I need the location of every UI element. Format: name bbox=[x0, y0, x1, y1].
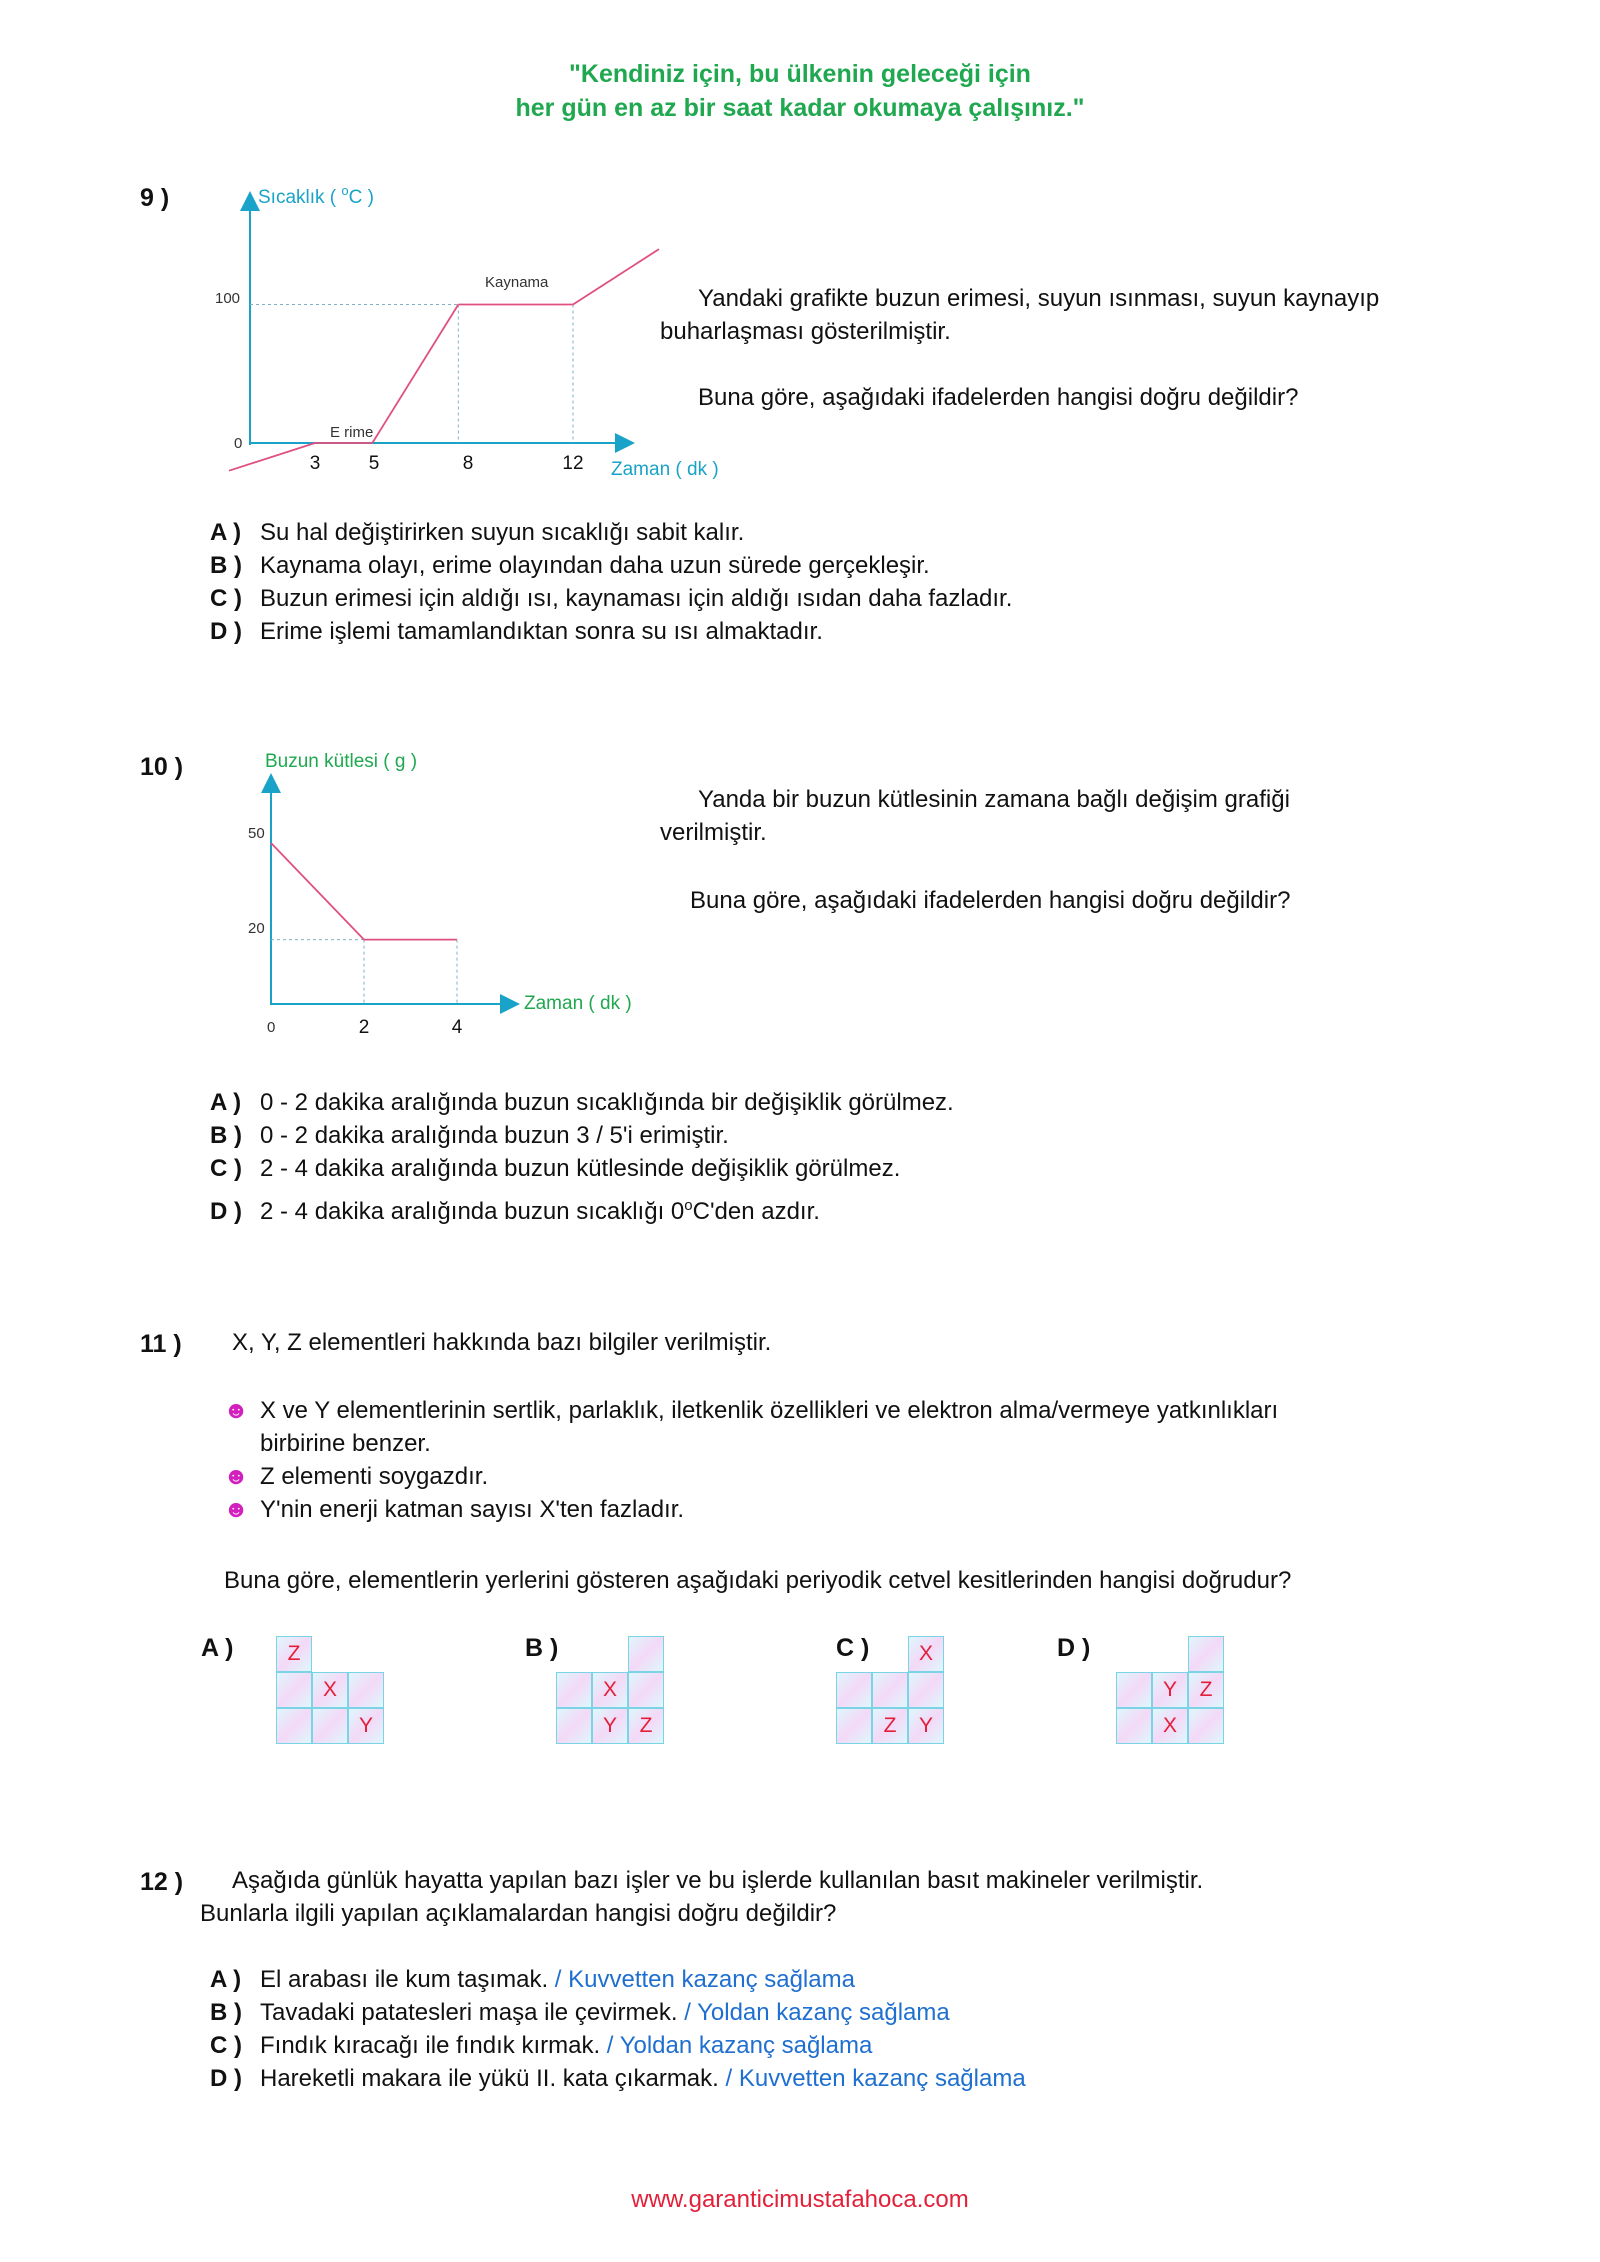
q11-option-b-table[interactable] bbox=[556, 1636, 668, 1748]
element-x-label: X bbox=[918, 1642, 933, 1665]
question-9-number: 9 ) bbox=[140, 184, 170, 212]
q11-option-b-label[interactable]: B ) bbox=[525, 1634, 559, 1662]
q9-y-axis-label: Sıcaklık ( $^o$C ) bbox=[258, 183, 374, 208]
q11-option-a-label[interactable]: A ) bbox=[201, 1634, 234, 1662]
q11-option-c-label[interactable]: C ) bbox=[836, 1634, 870, 1662]
q10-options bbox=[210, 1086, 954, 1228]
element-z-label: Z bbox=[1199, 1678, 1213, 1701]
q11-bullet-1: ☻ X ve Y elementlerinin sertlik, parlaklık, iletkenlik özellikleri ve elektron alma/vermeye yatkınlıkları bbox=[212, 1394, 1512, 1427]
q9-annotation-kaynama: Kaynama bbox=[485, 274, 549, 291]
smiley-icon: ☻ bbox=[223, 1397, 249, 1424]
q9-x-tick-12: 12 bbox=[562, 453, 584, 474]
element-y-label: Y bbox=[918, 1714, 933, 1737]
q10-option-d[interactable]: D ) 2 - 4 dakika aralığında buzun sıcaklığı 0$^o$C'den azdır. bbox=[210, 1197, 820, 1225]
element-z-label: Z bbox=[639, 1714, 653, 1737]
q9-option-a[interactable]: A ) Su hal değiştirirken suyun sıcaklığı sabit kalır. bbox=[210, 519, 745, 546]
q11-option-a-table[interactable] bbox=[276, 1636, 388, 1748]
element-y-label: Y bbox=[358, 1714, 373, 1737]
q12-intro-1: Aşağıda günlük hayatta yapılan bazı işler ve bu işlerde kullanılan basıt makineler verilmiştir. bbox=[232, 1867, 1204, 1894]
q10-x-tick-2: 2 bbox=[358, 1017, 370, 1038]
element-y-label: Y bbox=[602, 1714, 617, 1737]
q10-option-a[interactable]: A ) 0 - 2 dakika aralığında buzun sıcaklığında bir değişiklik görülmez. bbox=[210, 1089, 954, 1116]
q9-line-segment-3 bbox=[372, 305, 458, 444]
q10-y-axis-label: Buzun kütlesi ( g ) bbox=[265, 751, 418, 772]
q11-bullets bbox=[212, 1394, 1512, 1526]
q10-y-tick-20: 20 bbox=[248, 920, 265, 937]
q10-x-tick-0: 0 bbox=[267, 1019, 276, 1036]
q11-bullet-1-cont: birbirine benzer. bbox=[260, 1430, 431, 1457]
q11-bullet-3: ☻ Y'nin enerji katman sayısı X'ten fazladır. bbox=[212, 1493, 1512, 1526]
smiley-icon: ☻ bbox=[223, 1463, 249, 1490]
q9-y-tick-0: 0 bbox=[234, 435, 243, 452]
element-y-label: Y bbox=[1162, 1678, 1177, 1701]
q9-options bbox=[210, 516, 1012, 648]
q9-option-b[interactable]: B ) Kaynama olayı, erime olayından daha uzun sürede gerçekleşir. bbox=[210, 552, 930, 579]
q12-option-b[interactable]: B ) Tavadaki patatesleri maşa ile çevirmek. / Yoldan kazanç sağlama bbox=[210, 1999, 950, 2026]
q10-x-tick-4: 4 bbox=[451, 1017, 463, 1038]
motto-line-1: "Kendiniz için, bu ülkenin geleceği için bbox=[569, 60, 1031, 88]
q11-option-d-table[interactable] bbox=[1116, 1636, 1228, 1748]
q10-chart bbox=[240, 745, 680, 1045]
motto-line-2: her gün en az bir saat kadar okumaya çalışınız." bbox=[515, 94, 1085, 122]
q9-x-tick-5: 5 bbox=[368, 453, 380, 474]
q10-y-tick-50: 50 bbox=[248, 825, 265, 842]
q9-x-tick-3: 3 bbox=[309, 453, 321, 474]
q10-text-1: Yanda bir buzun kütlesinin zamana bağlı değişim grafiği verilmiştir. bbox=[660, 786, 1290, 846]
element-x-label: X bbox=[602, 1678, 617, 1701]
q10-option-c[interactable]: C ) 2 - 4 dakika aralığında buzun kütlesinde değişiklik görülmez. bbox=[210, 1155, 901, 1182]
element-x-label: X bbox=[1162, 1714, 1177, 1737]
q9-x-tick-8: 8 bbox=[462, 453, 474, 474]
element-x-label: X bbox=[322, 1678, 337, 1701]
q11-question: Buna göre, elementlerin yerlerini gösteren aşağıdaki periyodik cetvel kesitlerinden hangisi doğrudur? bbox=[224, 1567, 1292, 1594]
q9-text-1: Yandaki grafikte buzun erimesi, suyun ısınması, suyun kaynayıp buharlaşması gösterilmiştir. bbox=[660, 285, 1380, 345]
q9-x-axis-label: Zaman ( dk ) bbox=[611, 459, 719, 480]
footer-url[interactable]: www.garanticimustafahoca.com bbox=[631, 2186, 969, 2213]
question-12-number: 12 ) bbox=[140, 1868, 184, 1896]
q12-intro-2: Bunlarla ilgili yapılan açıklamalardan hangisi doğru değildir? bbox=[200, 1900, 837, 1927]
q12-option-a[interactable]: A ) El arabası ile kum taşımak. / Kuvvetten kazanç sağlama bbox=[210, 1966, 855, 1993]
q12-option-d[interactable]: D ) Hareketli makara ile yükü II. kata çıkarmak. / Kuvvetten kazanç sağlama bbox=[210, 2065, 1026, 2092]
q11-intro: X, Y, Z elementleri hakkında bazı bilgiler verilmiştir. bbox=[232, 1329, 772, 1356]
question-10-number: 10 ) bbox=[140, 753, 184, 781]
smiley-icon: ☻ bbox=[223, 1496, 249, 1523]
q9-option-d[interactable]: D ) Erime işlemi tamamlandıktan sonra su ısı almaktadır. bbox=[210, 618, 823, 645]
element-z-label: Z bbox=[883, 1714, 897, 1737]
q11-option-c-table[interactable] bbox=[836, 1636, 948, 1748]
q10-line-segment-1 bbox=[271, 843, 364, 940]
q10-x-axis-label: Zaman ( dk ) bbox=[524, 993, 632, 1014]
q9-annotation-erime: E rime bbox=[330, 424, 374, 441]
q10-option-b[interactable]: B ) 0 - 2 dakika aralığında buzun 3 / 5'i erimiştir. bbox=[210, 1122, 729, 1149]
q9-option-c[interactable]: C ) Buzun erimesi için aldığı ısı, kaynaması için aldığı ısıdan daha fazladır. bbox=[210, 585, 1013, 612]
q11-option-d-label[interactable]: D ) bbox=[1057, 1634, 1091, 1662]
q9-y-tick-100: 100 bbox=[215, 290, 241, 307]
q12-option-c[interactable]: C ) Fındık kıracağı ile fındık kırmak. / Yoldan kazanç sağlama bbox=[210, 2032, 873, 2059]
question-11-number: 11 ) bbox=[140, 1330, 182, 1358]
q12-options bbox=[210, 1963, 1026, 2095]
q9-line-segment-5 bbox=[573, 249, 659, 304]
q10-text-2: Buna göre, aşağıdaki ifadelerden hangisi doğru değildir? bbox=[690, 887, 1291, 914]
element-z-label: Z bbox=[287, 1642, 301, 1665]
q9-text-2: Buna göre, aşağıdaki ifadelerden hangisi doğru değildir? bbox=[698, 384, 1299, 411]
q11-bullet-2: ☻ Z elementi soygazdır. bbox=[212, 1460, 1512, 1493]
